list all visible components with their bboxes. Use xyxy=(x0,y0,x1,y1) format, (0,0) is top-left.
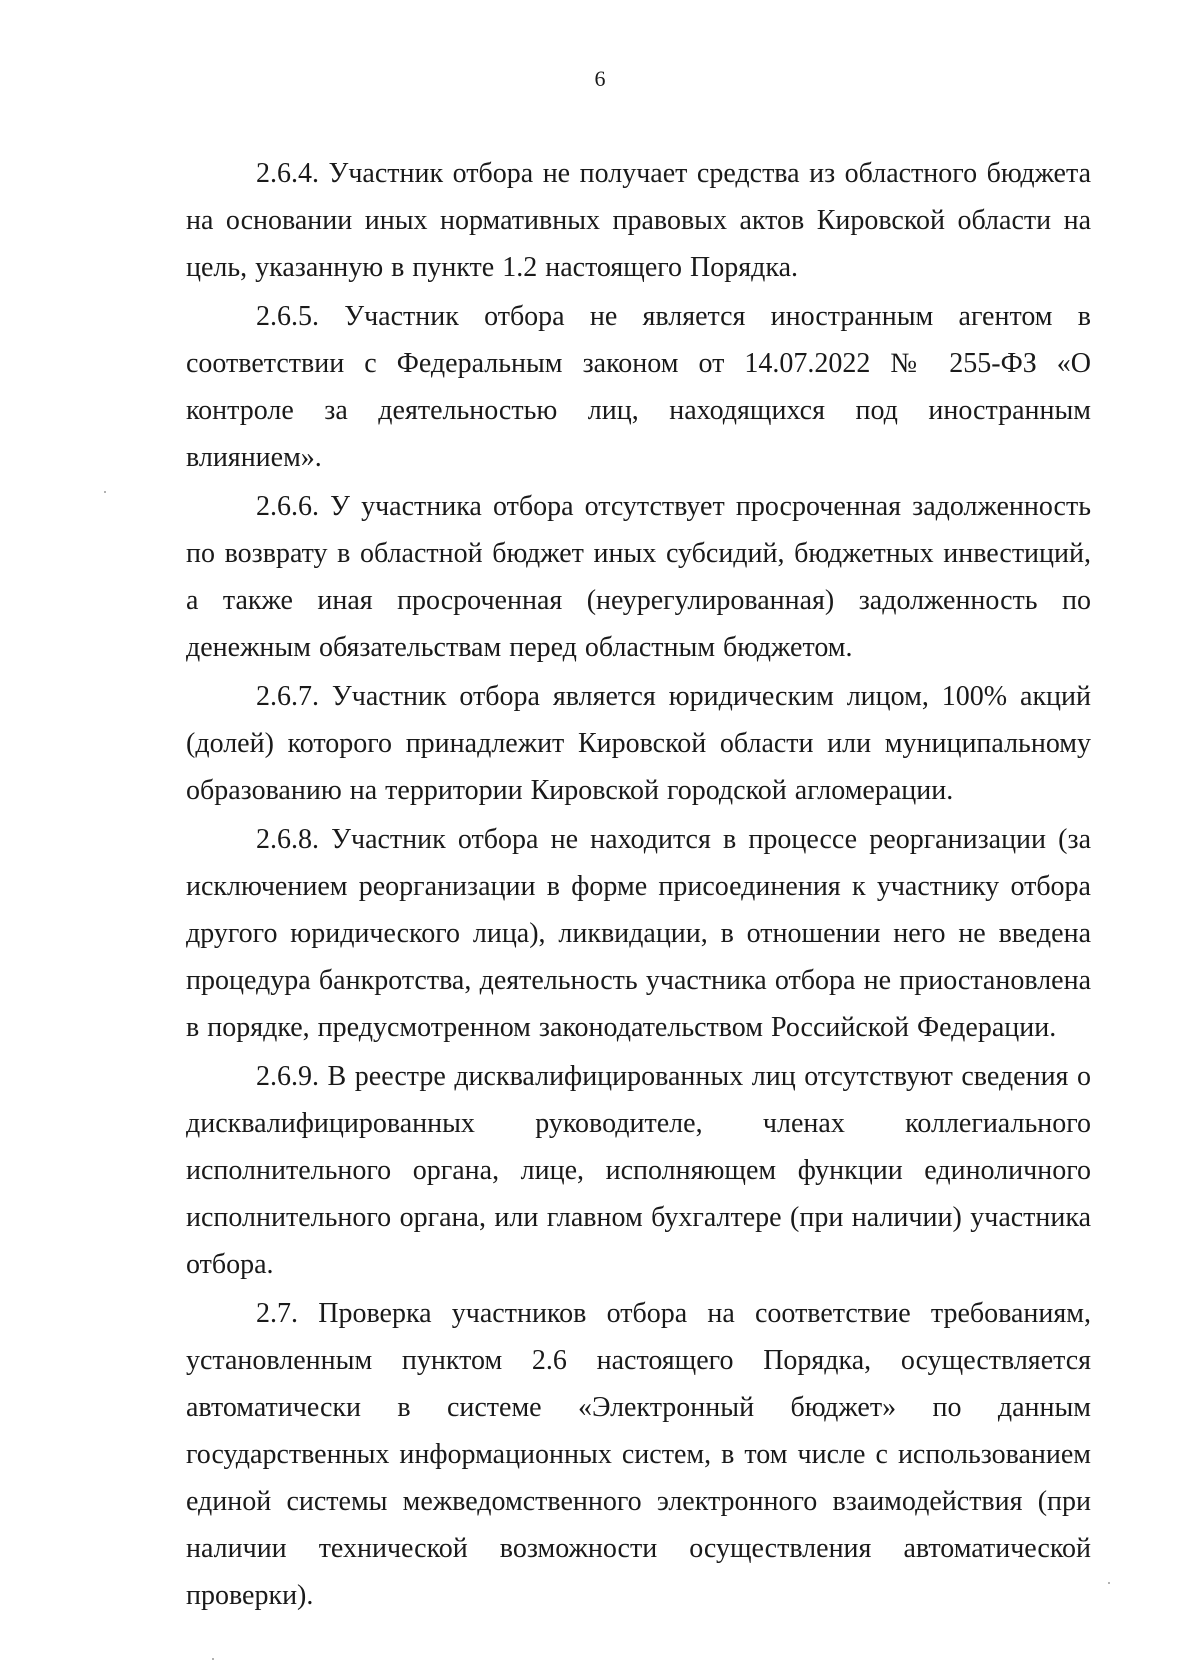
paragraph-2-6-5: 2.6.5. Участник отбора не является иностранным агентом в соответствии с Федеральным законом от 14.07.2022 № 255-ФЗ «О контроле за деятельностью лиц, находящихся под иностранным влиянием». xyxy=(186,301,1091,473)
page-number: 6 xyxy=(594,66,606,91)
document-body xyxy=(186,150,1091,1619)
scan-speck xyxy=(1108,1582,1110,1584)
scan-speck xyxy=(212,1658,214,1660)
paragraph-2-6-7: 2.6.7. Участник отбора является юридическим лицом, 100% акций (долей) которого принадлежит Кировской области или муниципальному образованию на территории Кировской городской агломерации. xyxy=(186,681,1091,806)
paragraph-2-6-8: 2.6.8. Участник отбора не находится в процессе реорганизации (за исключением реорганизации в форме присоединения к участнику отбора другого юридического лица), ликвидации, в отношении него не введена процедура банкротства, деятельность участника отбора не приостановлена в порядке, предусмотренном законодательством Российской Федерации. xyxy=(186,824,1091,1043)
paragraph-2-6-4: 2.6.4. Участник отбора не получает средства из областного бюджета на основании иных нормативных правовых актов Кировской области на цель, указанную в пункте 1.2 настоящего Порядка. xyxy=(186,158,1091,283)
paragraph-2-6-9: 2.6.9. В реестре дисквалифицированных лиц отсутствуют сведения о дисквалифицированных руководителе, членах коллегиального исполнительного органа, лице, исполняющем функции единоличного исполнительного органа, или главном бухгалтере (при наличии) участника отбора. xyxy=(186,1061,1091,1280)
paragraph-2-6-6: 2.6.6. У участника отбора отсутствует просроченная задолженность по возврату в областной бюджет иных субсидий, бюджетных инвестиций, а также иная просроченная (неурегулированная) задолженность по денежным обязательствам перед областным бюджетом. xyxy=(186,491,1091,663)
scan-speck xyxy=(104,491,106,493)
paragraph-2-7: 2.7. Проверка участников отбора на соответствие требованиям, установленным пунктом 2.6 настоящего Порядка, осуществляется автоматически в системе «Электронный бюджет» по данным государственных информационных систем, в том числе с использованием единой системы межведомственного электронного взаимодействия (при наличии технической возможности осуществления автоматической проверки). xyxy=(186,1298,1091,1611)
